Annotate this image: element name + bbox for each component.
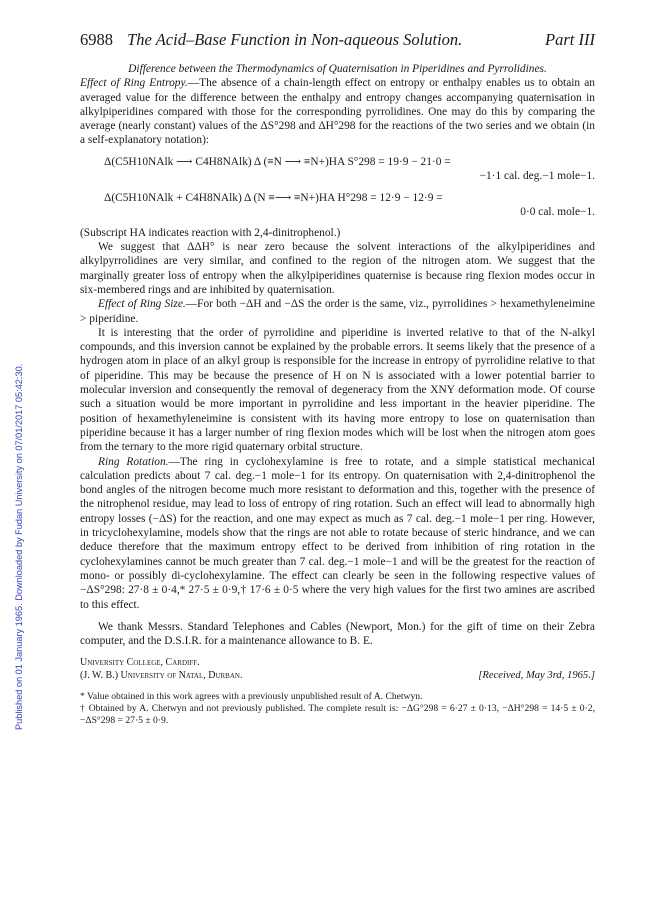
para-text: —The absence of a chain-length effect on entropy or enthalpy enables us to obtain an averaged value for the difference between the enthalpy and entropy changes accompanying quaternisation in alkylpiperidines compared with those for the corresponding pyrrolidines. One may do this by comparing the average (nearly constant) values of the ΔS°298 and ΔH°298 for the reactions of the two series and we obtain (in a self-explanatory notation): (80, 77, 595, 147)
address-natal-row (80, 669, 595, 682)
equation-enthalpy: Δ(C5H10NAlk + C4H8NAlk) Δ (N ≡⟶ ≡N+)HA H°298 = 12·9 − 12·9 = (104, 191, 443, 204)
equation-enthalpy-result: 0·0 cal. mole−1. (520, 206, 595, 219)
paragraph-ring-entropy (80, 76, 595, 147)
footnote-dagger: † Obtained by A. Chetwyn and not previously published. The complete result is: −ΔG°298 = 6·27 ± 0·13, −ΔH°298 = 14·5 ± 0·2, −ΔS°298 = 27·5 ± 0·9. (80, 703, 595, 727)
para-lead: Effect of Ring Entropy. (80, 77, 188, 90)
page-number: 6988 (80, 30, 113, 49)
equation-entropy-result: −1·1 cal. deg.−1 mole−1. (479, 170, 595, 183)
para-text: —The ring in cyclohexylamine is free to rotate, and a simple statistical mechanical calculation predicts about 7 cal. deg.−1 mole−1 for its entropy. On quaternisation with 2,4-dinitrophenol the bond angles of the nitrogen become much more resistant to deformation and this, together with the presence of the nitrophenol residue, may lead to loss of entropy of ring rotation. Such an effect will lead to abnormally high entropy losses (−ΔS) for the reaction, and one may expect as much as 7 cal. deg.−1 mole−1 per ring. However, in tricyclohexylamine, models show that the rings are not able to rotate because of steric hindrance, and we can deduce therefore that the maximum entropy effect to be derived from inhibition of ring rotation in the cyclohexylamines cannot be much greater than 7 cal. deg.−1 mole−1 and will be the greatest for the reaction of mono- or possibly di-cyclohexylamine. The effect can clearly be seen in the following respective values of −ΔS°298: 27·8 ± 0·4,* 27·5 ± 0·9,† 17·6 ± 0·5 where the very high values for the first two amines are ascribed to this effect. (80, 455, 595, 611)
journal-title: The Acid–Base Function in Non-aqueous Solution. (127, 30, 463, 49)
para-lead: Ring Rotation. (98, 455, 169, 468)
address-natal: (J. W. B.) University of Natal, Durban. (80, 670, 243, 682)
equation-entropy: Δ(C5H10NAlk ⟶ C4H8NAlk) Δ (≡N ⟶ ≡N+)HA S°298 = 19·9 − 21·0 = (104, 155, 451, 168)
running-header (80, 30, 595, 50)
acknowledgement: We thank Messrs. Standard Telephones and Cables (Newport, Mon.) for the gift of time on their Zebra computer, and the D.S.I.R. for a maintenance allowance to B. E. (80, 620, 595, 648)
footnote-star: * Value obtained in this work agrees with a previously unpublished result of A. Chetwyn. (80, 691, 423, 703)
address-cardiff: University College, Cardiff. (80, 657, 200, 669)
paragraph-ring-size (80, 297, 595, 326)
paragraph-inversion: It is interesting that the order of pyrrolidine and piperidine is inverted relative to that of the N-alkyl compounds, and this inversion cannot be explained by the probable errors. It seems likely that the presence of a hydrogen atom in place of an alkyl group is responsible for the increase in entropy of pyrrolidine relative to that of piperidine. This may be because the presence of H on N is associated with a lower potential barrier to molecular inversion and consequently the removal of degeneracy from the XNY deformation mode. Of course such a situation would be more important in pyrrolidine and less important in the heavier piperidine. The position of hexamethyleneimine is consistent with its having more entropy to lose on quaternisation than piperidine because it has a larger number of ring flexion modes which will be lost when the nitrogen atom goes from the ternary to the more rigid quaternary orbital structure. (80, 326, 595, 454)
download-watermark-text: Published on 01 January 1965. Downloaded by Fudan University on 07/01/2017 05:42:30. (14, 363, 24, 730)
part-label: Part III (545, 30, 595, 49)
paragraph-solvent: We suggest that ΔΔH° is near zero because the solvent interactions of the alkylpiperidines and alkylpyrrolidines are very similar, and confined to the region of the nitrogen atom. We suggest that the marginally greater loss of entropy when the alkylpiperidines quaternise is because ring flexion modes occur in six-membered rings and are inhibited by quaternisation. (80, 241, 595, 296)
download-watermark (2, 170, 24, 730)
section-title: Difference between the Thermodynamics of Quaternisation in Piperidines and Pyrrolidines. (128, 63, 547, 75)
para-text: —For both −ΔH and −ΔS the order is the same, viz., pyrrolidines > hexamethyleneimine > piperidine. (80, 298, 595, 325)
page-body (80, 30, 595, 727)
subscript-note: (Subscript HA indicates reaction with 2,4-dinitrophenol.) (80, 226, 341, 239)
paragraph-ring-rotation (80, 455, 595, 612)
para-lead: Effect of Ring Size. (98, 298, 186, 311)
received-date: [Received, May 3rd, 1965.] (478, 670, 595, 682)
